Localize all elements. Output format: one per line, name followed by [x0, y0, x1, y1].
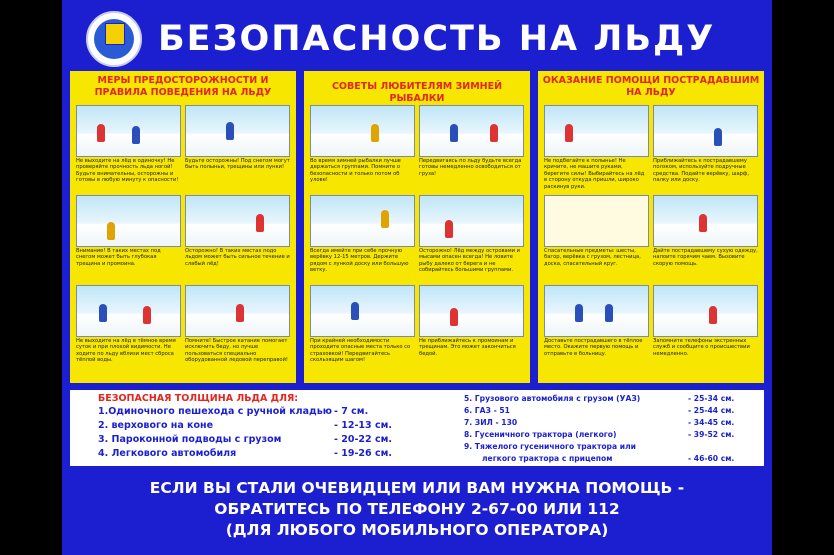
header	[62, 0, 772, 70]
thickness-label: 8. Гусеничного трактора (легкого)	[464, 430, 617, 439]
illustration-fall-image	[76, 195, 181, 247]
illustration-rescue-image	[544, 105, 649, 157]
panel-precautions	[70, 71, 296, 383]
thickness-label: 3. Пароконной подводы с грузом	[98, 434, 282, 445]
ice-thickness-table	[70, 390, 764, 466]
illustration-safety-line-image	[310, 285, 415, 337]
poster	[62, 0, 772, 555]
thickness-value: - 19-26 см.	[334, 448, 392, 459]
panel-caption: Осторожно! В таких местах подо льдом может быть сильное течение и слабый лёд!	[185, 248, 290, 267]
illustration-warming-image	[653, 195, 758, 247]
panel-fishing-tips	[304, 71, 530, 383]
thickness-value: - 46-60 см.	[688, 454, 735, 463]
illustration-skaters-image	[76, 105, 181, 157]
footer-phone-line: ОБРАТИТЕСЬ ПО ТЕЛЕФОНУ 2-67-00 ИЛИ 112	[214, 500, 620, 518]
panel-caption: Не выходите на лёд в тёмное время суток и при плохой видимости. Не ходите по льду вблизи мест сброса тёплой воды.	[76, 338, 176, 364]
panel-title: МЕРЫ ПРЕДОСТОРОЖНОСТИ И ПРАВИЛА ПОВЕДЕНИЯ НА ЛЬДУ	[94, 75, 272, 98]
thickness-value: - 7 см.	[334, 406, 369, 417]
thickness-label: 1.Одиночного пешехода с ручной кладью	[98, 406, 332, 417]
illustration-crossing-image	[185, 285, 290, 337]
illustration-night-image	[76, 285, 181, 337]
panel-title: ОКАЗАНИЕ ПОМОЩИ ПОСТРАДАВШИМ НА ЛЬДУ	[542, 75, 760, 98]
panel-caption: Всегда имейте при себе прочную верёвку 12-15 метров. Держите рядом с лункой доску или большую ветку.	[310, 248, 409, 274]
illustration-crawling-image	[653, 105, 758, 157]
panel-caption: Приближайтесь к пострадавшему ползком, используйте подручные средства. Подайте верёвку, шарф, палку или доску.	[653, 158, 749, 184]
thickness-value: - 39-52 см.	[688, 430, 735, 439]
illustration-carrying-victim-image	[544, 285, 649, 337]
emergency-emblem-icon	[86, 11, 142, 67]
footer-line: (ДЛЯ ЛЮБОГО МОБИЛЬНОГО ОПЕРАТОРА)	[225, 521, 609, 539]
thickness-label: 6. ГАЗ - 51	[464, 406, 510, 415]
panel-caption: Во время зимней рыбалки лучше держаться группами. Помните о безопасности и только потом об улове!	[310, 158, 401, 184]
thickness-label: 5. Грузового автомобиля с грузом (УАЗ)	[464, 394, 641, 403]
panel-caption: Внимание! В таких местах под снегом может быть глубокая трещина и промоина.	[76, 248, 161, 267]
panel-caption: Не приближайтесь к промоинам и трещинам. Это может закончиться бедой.	[419, 338, 516, 357]
emergency-contact-footer	[62, 478, 772, 541]
panel-caption: Передвигаясь по льду будьте всегда готовы немедленно освободиться от груза!	[419, 158, 522, 177]
thickness-value: - 25-44 см.	[688, 406, 735, 415]
panel-caption: Не выходите на лёд в одиночку! Не проверяйте прочность льда ногой! Будьте внимательны, осторожны и готовы в любую минуту к опасности!	[76, 158, 179, 184]
panel-caption: Дайте пострадавшему сухую одежду, напоите горячим чаем. Вызовите скорую помощь.	[653, 248, 758, 267]
thickness-value: - 12-13 см.	[334, 420, 392, 431]
panel-caption: Осторожно! Лёд между островами и мысами опасен всегда! Не ловите рыбу далеко от берега и не собирайтесь большими группами.	[419, 248, 521, 274]
panel-caption: Будьте осторожны! Под снегом могут быть полыньи, трещины или лунки!	[185, 158, 290, 171]
panel-first-aid	[538, 71, 764, 383]
illustration-rope-image	[310, 195, 415, 247]
thickness-label: 7. ЗИЛ - 130	[464, 418, 518, 427]
panel-caption: Доставьте пострадавшего в тёплое место. Окажите первую помощь и отправьте в больницу.	[544, 338, 643, 357]
thickness-label: 9. Тяжелого гусеничного трактора или	[464, 442, 636, 451]
panel-caption: Помните! Быстрое катание помогает исключить беду, но лучше пользоваться специально оборудованной ледовой переправой!	[185, 338, 289, 364]
thickness-value: - 20-22 см.	[334, 434, 392, 445]
illustration-rescue-tools-image	[544, 195, 649, 247]
footer-line: ЕСЛИ ВЫ СТАЛИ ОЧЕВИДЦЕМ ИЛИ ВАМ НУЖНА ПОМОЩЬ -	[149, 479, 685, 497]
illustration-crack-image	[419, 285, 524, 337]
illustration-icehole-image	[185, 105, 290, 157]
thickness-label: легкого трактора с прицепом	[482, 454, 613, 463]
thickness-value: - 25-34 см.	[688, 394, 735, 403]
panel-caption: Не подбегайте к полынье! Не кричите, не машите руками, берегите силы! Выбирайтесь на лёд в сторону откуда пришли, широко раскинув руки.	[544, 158, 645, 190]
illustration-sled-image	[185, 195, 290, 247]
illustration-islands-image	[419, 195, 524, 247]
thickness-title: БЕЗОПАСНАЯ ТОЛЩИНА ЛЬДА ДЛЯ:	[98, 393, 299, 404]
thickness-value: - 34-45 см.	[688, 418, 735, 427]
panel-caption: Запомните телефоны экстренных служб и сообщите о происшествии немедленно.	[653, 338, 750, 357]
thickness-label: 2. верхового на коне	[98, 420, 214, 431]
illustration-carrying-image	[419, 105, 524, 157]
illustration-fishermen-image	[310, 105, 415, 157]
panel-caption: При крайней необходимости проходите опасные места только со страховкой! Передвигайтесь скользящим шагом!	[310, 338, 411, 364]
panel-caption: Спасательные предметы: шесты, багор, верёвка с грузом, лестница, доска, спасательный круг.	[544, 248, 641, 267]
illustration-first-aid-image	[653, 285, 758, 337]
thickness-label: 4. Легкового автомобиля	[98, 448, 237, 459]
panel-title: СОВЕТЫ ЛЮБИТЕЛЯМ ЗИМНЕЙ РЫБАЛКИ	[331, 81, 503, 104]
poster-title: БЕЗОПАСНОСТЬ НА ЛЬДУ	[158, 19, 716, 59]
